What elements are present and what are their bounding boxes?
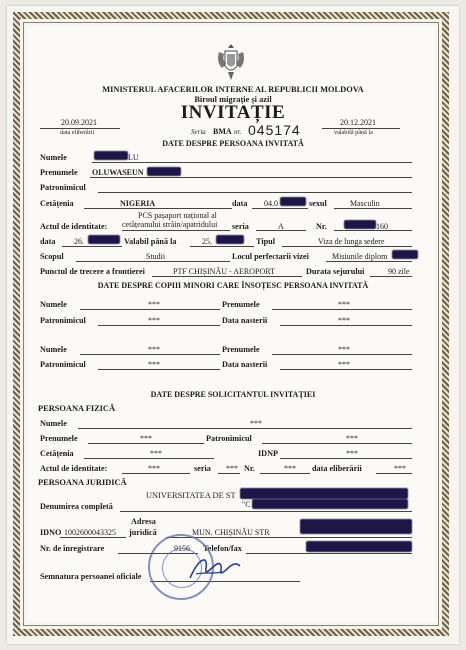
invited-date-value: 26.	[74, 237, 84, 246]
invited-stay-value: 90 zile	[388, 267, 410, 276]
invited-nr-value: 160	[376, 222, 388, 231]
applicant-firstname-value: ***	[140, 434, 152, 443]
company-name-line2: "C	[242, 500, 251, 509]
applicant-section-title: DATE DESPRE SOLICITANTUL INVITAȚIEI	[150, 390, 316, 399]
signature-label: Semnatura persoanei oficiale	[40, 572, 142, 581]
document-number: 045174	[248, 122, 301, 138]
invited-purpose-label: Scopul	[40, 252, 64, 261]
redaction-bar	[94, 151, 128, 160]
series-label: Seria	[191, 128, 206, 136]
invited-type-label: Tipul	[256, 237, 275, 246]
invited-date-label: data	[40, 237, 56, 246]
redaction-bar	[280, 197, 306, 206]
minor1-birth-value: ***	[338, 316, 350, 325]
invited-sex-value: Masculin	[350, 199, 380, 208]
minor2-birth-label: Data nasterii	[222, 360, 268, 369]
minor2-patronymic-value: ***	[148, 360, 160, 369]
applicant-firstname-label: Prenumele	[40, 434, 78, 443]
invited-border-value: PTF CHIȘINĂU - AEROPORT	[173, 267, 275, 276]
minors-section-title: DATE DESPRE COPIII MINORI CARE ÎNSOȚESC PERSOANA INVITATĂ	[97, 281, 369, 290]
applicant-idnp-value: ***	[346, 449, 358, 458]
series-value: BMA	[213, 127, 232, 136]
redaction-bar	[240, 488, 408, 499]
natural-person-title: PERSOANA FIZICĂ	[38, 404, 116, 413]
phone-label: Telefon/fax	[203, 544, 242, 553]
applicant-citizenship-label: Cetățenia	[40, 449, 74, 458]
ministry-name: MINISTERUL AFACERILOR INTERNE AL REPUBLICII MOLDOVA	[102, 85, 364, 94]
issue-date-label: data eliberării	[60, 129, 95, 136]
idno-label: IDNO	[40, 528, 62, 537]
issue-date: 20.09.2021	[61, 118, 97, 127]
redaction-bar	[300, 519, 412, 534]
applicant-series-label: seria	[194, 464, 211, 473]
invited-idact-value-2: cetățeanului străin/apatridului	[122, 220, 218, 229]
address-label-2: juridică	[129, 528, 157, 537]
invited-valid-label: Valabil până la	[124, 237, 177, 246]
redaction-bar	[147, 167, 181, 176]
invited-patronymic-label: Patronimicul	[40, 183, 86, 192]
invited-series-value: A	[278, 222, 284, 231]
invited-firstname-label: Prenumele	[40, 168, 78, 177]
legal-person-title: PERSOANA JURIDICĂ	[38, 478, 127, 487]
minor2-surname-value: ***	[148, 345, 160, 354]
applicant-idnp-label: IDNP	[258, 449, 279, 458]
minor2-surname-label: Numele	[40, 345, 67, 354]
nr-label: nr.	[234, 128, 242, 136]
minor1-firstname-label: Prenumele	[222, 300, 260, 309]
address-label-1: Adresa	[131, 517, 156, 526]
invited-surname-label: Numele	[40, 153, 67, 162]
valid-until-label: valabilă până la	[334, 129, 373, 136]
coat-of-arms-icon	[214, 42, 248, 82]
redaction-bar	[216, 235, 244, 244]
invited-citizenship-label: Cetățenia	[40, 199, 74, 208]
applicant-surname-label: Numele	[40, 419, 67, 428]
valid-until-date: 20.12.2021	[340, 118, 376, 127]
idno-value: 1002600043325	[64, 528, 116, 537]
redaction-bar	[392, 250, 418, 259]
reg-number-value: 9156	[174, 544, 190, 553]
redaction-bar	[88, 235, 120, 244]
company-name-label: Denumirea completă	[40, 502, 113, 511]
invited-series-label: seria	[232, 222, 249, 231]
invited-border-label: Punctul de trecere a frontierei	[40, 267, 145, 276]
invited-surname-value: LU	[128, 153, 139, 162]
document-title: INVITAȚIE	[180, 102, 286, 123]
invited-valid-value: 25.	[202, 237, 212, 246]
applicant-issue-value: ***	[394, 464, 406, 473]
applicant-nr-label: Nr.	[244, 464, 255, 473]
applicant-issue-label: data eliberării	[312, 464, 362, 473]
invited-type-value: Viza de lunga sedere	[318, 237, 385, 246]
applicant-surname-value: ***	[250, 419, 262, 428]
invited-idact-value-1: PCS pașaport național al	[138, 211, 217, 220]
applicant-nr-value: ***	[284, 464, 296, 473]
invited-birth-label: data	[232, 199, 248, 208]
redaction-bar	[252, 499, 408, 509]
minor2-firstname-label: Prenumele	[222, 345, 260, 354]
invited-idact-label: Actul de identitate:	[40, 222, 108, 231]
minor1-patronymic-label: Patronimicul	[40, 316, 86, 325]
applicant-citizenship-value: ***	[150, 449, 162, 458]
company-name-line1: UNIVERSITATEA DE ST	[146, 491, 236, 500]
redaction-bar	[306, 541, 412, 552]
minor1-surname-value: ***	[148, 300, 160, 309]
applicant-patronymic-value: ***	[346, 434, 358, 443]
applicant-idact-label: Actul de identitate:	[40, 464, 108, 473]
invited-visa-place-value: Misiunile diplom	[332, 252, 388, 261]
minor2-patronymic-label: Patronimicul	[40, 360, 86, 369]
minor1-firstname-value: ***	[338, 300, 350, 309]
invited-section-title: DATE DESPRE PERSOANA INVITATĂ	[162, 139, 304, 148]
minor2-birth-value: ***	[338, 360, 350, 369]
invited-firstname-value: OLUWASEUN	[92, 168, 144, 177]
minor1-birth-label: Data nasterii	[222, 316, 268, 325]
reg-number-label: Nr. de înregistrare	[40, 544, 105, 553]
invited-nr-label: Nr.	[316, 222, 327, 231]
bureau-name: Biroul migrație și azil	[194, 95, 272, 104]
redaction-bar	[344, 220, 376, 229]
invited-purpose-value: Studii	[146, 252, 166, 261]
invited-birth-value: 04.0	[264, 199, 278, 208]
invited-visa-place-label: Locul perfectarii vizei	[232, 252, 309, 261]
invited-stay-label: Durata sejurului	[306, 267, 365, 276]
invited-sex-label: sexul	[309, 199, 327, 208]
applicant-idact-value: ***	[148, 464, 160, 473]
applicant-series-value: ***	[226, 464, 238, 473]
minor1-surname-label: Numele	[40, 300, 67, 309]
invited-citizenship-value: NIGERIA	[120, 199, 156, 208]
minor1-patronymic-value: ***	[148, 316, 160, 325]
minor2-firstname-value: ***	[338, 345, 350, 354]
applicant-patronymic-label: Patronimicul	[206, 434, 252, 443]
signature-icon	[186, 552, 244, 584]
address-value: MUN. CHIȘINĂU STR	[192, 528, 270, 537]
